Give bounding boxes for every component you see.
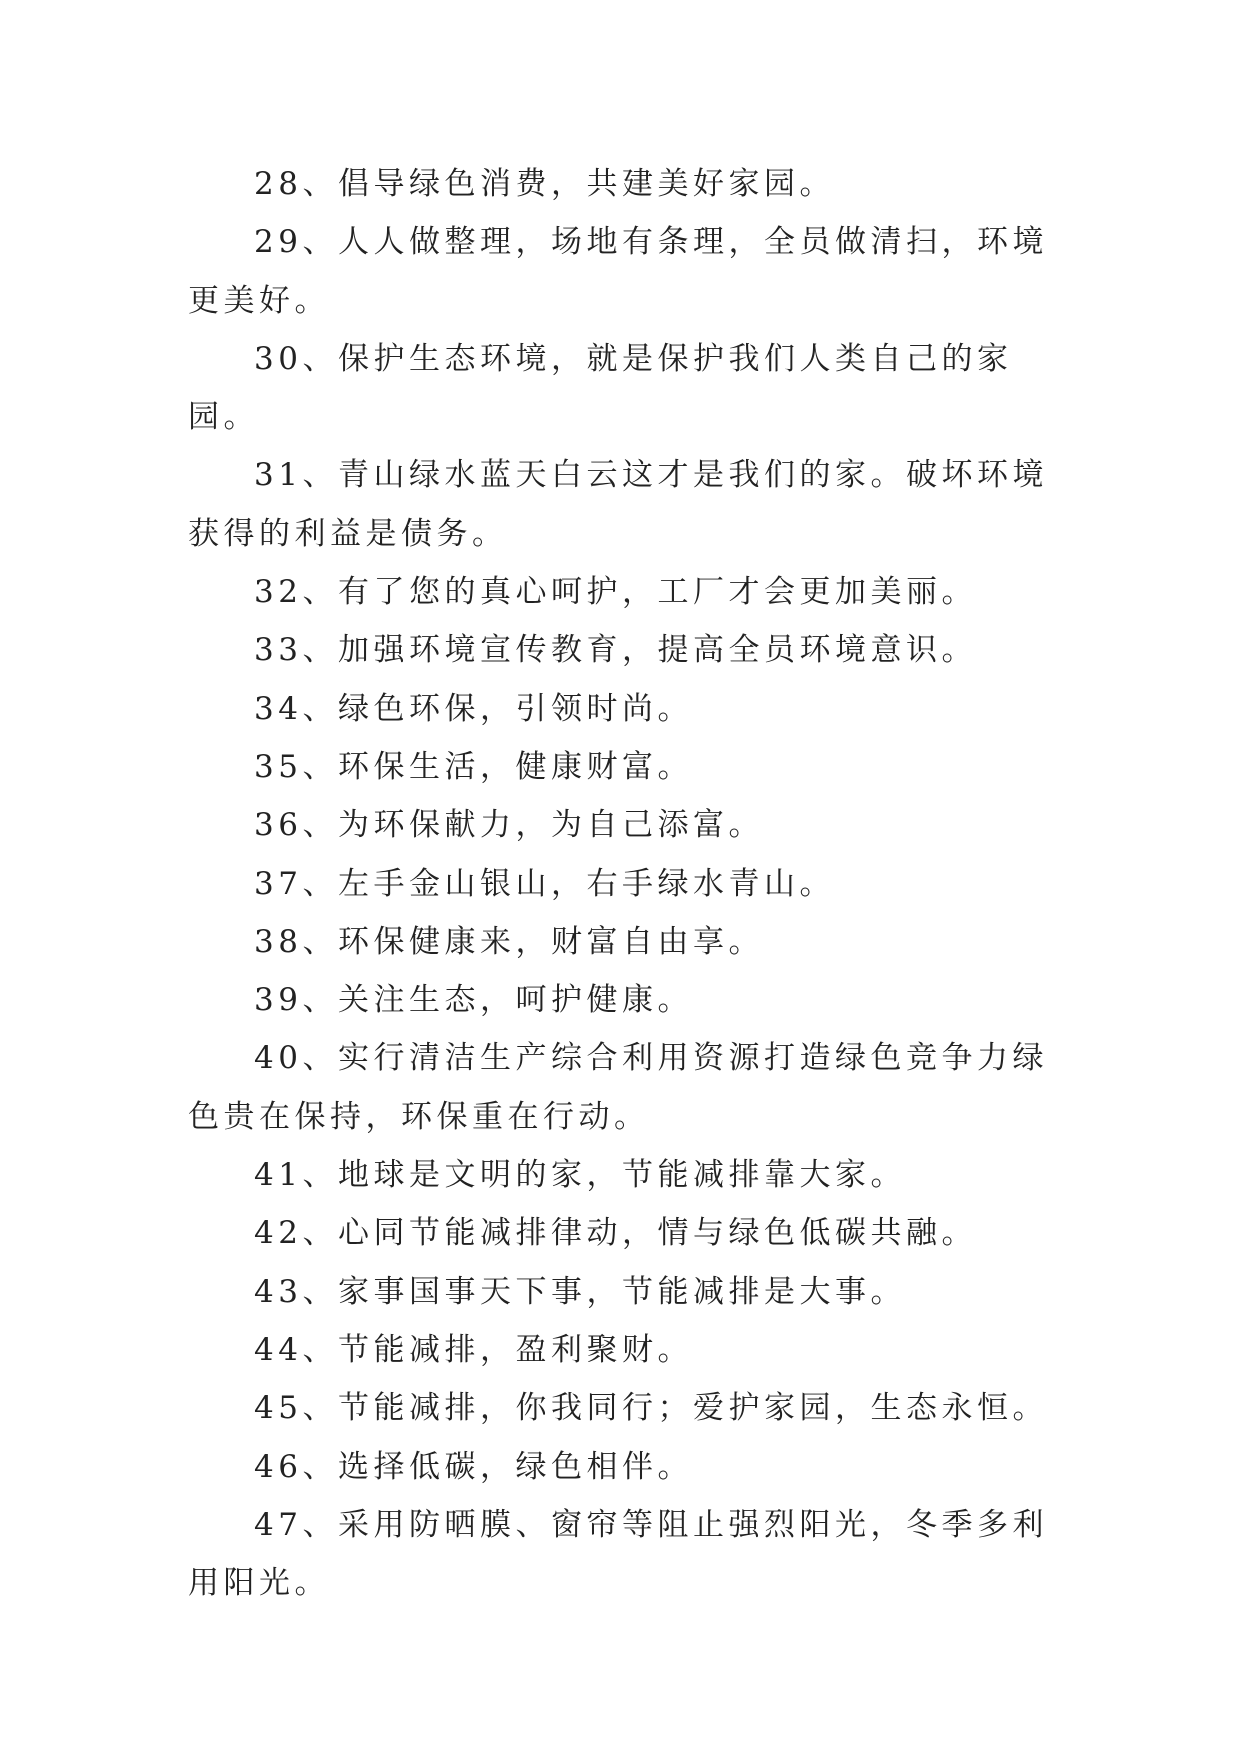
paragraph-42: 42、心同节能减排律动，情与绿色低碳共融。 bbox=[254, 1215, 977, 1252]
paragraph-30: 30、保护生态环境，就是保护我们人类自己的家园。 bbox=[188, 340, 1013, 436]
paragraph-38: 38、环保健康来，财富自由享。 bbox=[254, 923, 764, 960]
paragraph-47: 47、采用防晒膜、窗帘等阻止强烈阳光，冬季多利用阳光。 bbox=[188, 1506, 1048, 1602]
paragraph-28: 28、倡导绿色消费，共建美好家园。 bbox=[254, 166, 835, 202]
paragraph-36: 36、为环保献力，为自己添富。 bbox=[254, 807, 764, 844]
paragraph-35: 35、环保生活，健康财富。 bbox=[254, 748, 693, 785]
paragraph-32: 32、有了您的真心呵护，工厂才会更加美丽。 bbox=[254, 574, 977, 611]
paragraph-40: 40、实行清洁生产综合利用资源打造绿色竞争力绿色贵在保持，环保重在行动。 bbox=[188, 1040, 1048, 1135]
paragraph-41: 41、地球是文明的家，节能减排靠大家。 bbox=[254, 1157, 906, 1194]
paragraph-45: 45、节能减排，你我同行；爱护家园，生态永恒。 bbox=[254, 1390, 1048, 1427]
paragraph-33: 33、加强环境宣传教育，提高全员环境意识。 bbox=[254, 632, 977, 669]
paragraph-34: 34、绿色环保，引领时尚。 bbox=[254, 690, 693, 727]
paragraph-31: 31、青山绿水蓝天白云这才是我们的家。破坏环境获得的利益是债务。 bbox=[188, 457, 1048, 552]
paragraph-39: 39、关注生态，呵护健康。 bbox=[254, 982, 693, 1019]
paragraph-29: 29、人人做整理，场地有条理，全员做清扫，环境更美好。 bbox=[188, 224, 1048, 319]
paragraph-43: 43、家事国事天下事，节能减排是大事。 bbox=[254, 1273, 906, 1310]
paragraph-46: 46、选择低碳，绿色相伴。 bbox=[254, 1448, 693, 1485]
document-body bbox=[188, 155, 1048, 1612]
paragraph-44: 44、节能减排，盈利聚财。 bbox=[254, 1331, 693, 1368]
paragraph-37: 37、左手金山银山，右手绿水青山。 bbox=[254, 865, 835, 902]
